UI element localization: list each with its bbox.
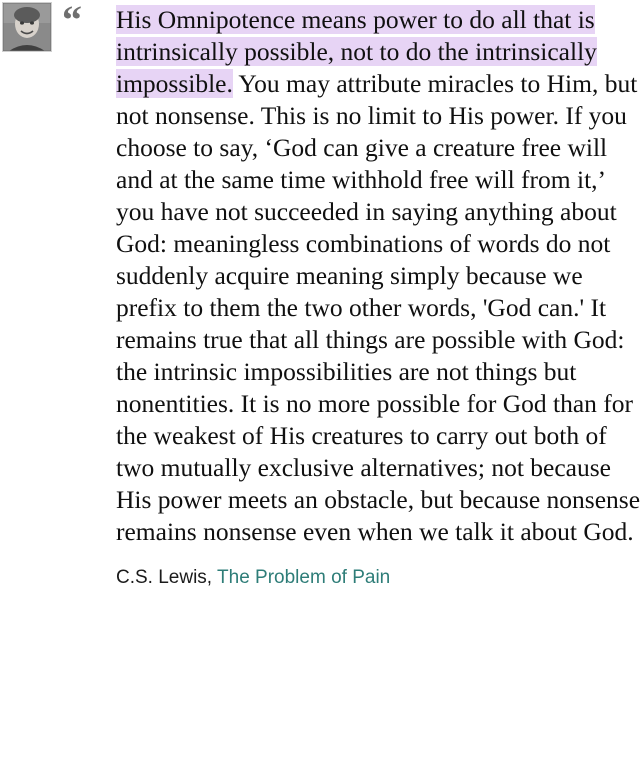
author-name: C.S. Lewis, — [116, 567, 213, 588]
attribution — [0, 548, 640, 600]
quote-remainder: You may attribute miracles to Him, but not nonsense. This is no limit to His power. If you choose to say, ‘God can give a creature free will and at the same time withhold free will from it,’ you have not succeeded in saying anything about God: meaningless combinations of words do not suddenly acquire meaning simply because we prefix to them the two other words, 'God can.' It remains true that all things are possible with God: the intrinsic impossibilities are not things but nonentities. It is no more possible for God than for the weakest of His creatures to carry out both of two mutually exclusive alternatives; not because His power meets an obstacle, but because nonsense remains nonsense even when we talk it about God. — [116, 69, 640, 546]
work-title-link[interactable]: The Problem of Pain — [217, 567, 391, 588]
avatar — [2, 2, 52, 52]
highlighted-passage: His Omnipotence means power to do all that is intrinsically possible, not to do the intrinsically impossible. — [116, 5, 597, 98]
author-portrait-icon — [3, 3, 51, 51]
quote-mark-icon: “ — [62, 0, 82, 42]
